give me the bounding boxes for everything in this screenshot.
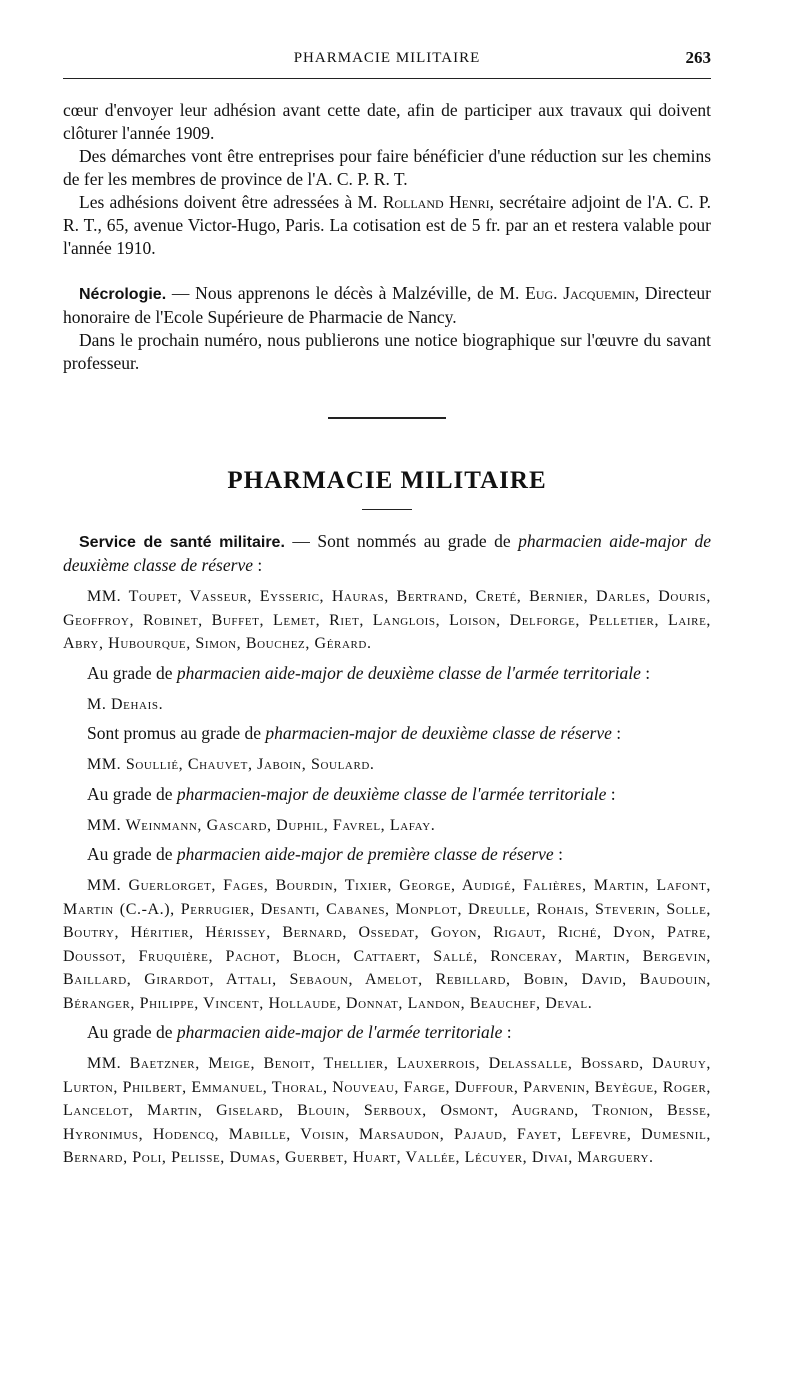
- section-title: PHARMACIE MILITAIRE: [227, 467, 547, 494]
- grade-6-prefix: Au grade de: [87, 1022, 177, 1042]
- necrologie-paragraph: [63, 282, 711, 329]
- running-title: PHARMACIE MILITAIRE: [293, 50, 481, 66]
- names-5: MM. Guerlorget, Fages, Bourdin, Tixier, George, Audigé, Falières, Martin, Lafont, Martin (C.-A.), Perrugier, Desanti, Cabanes, Monplot, Dreulle, Rohais, Steverin, Solle, Boutry, Héritier, Hérissey, Bernard, Ossedat, Goyon, Rigaut, Riché, Dyon, Patre, Doussot, Fruquière, Pachot, Bloch, Cattaert, Sallé, Ronceray, Martin, Bergevin, Baillard, Girardot, Attali, Sebaoun, Amelot, Rebillard, Bobin, David, Baudouin, Béranger, Philippe, Vincent, Hollaude, Donnat, Landon, Beauchef, Deval.: [63, 877, 711, 1012]
- intro-p3-text-a: Les adhésions doivent être adressées à M.: [79, 192, 383, 212]
- grade-4: [63, 783, 711, 806]
- intro-paragraph-1: cœur d'envoyer leur adhésion avant cette date, afin de participer aux travaux qui doivent clôturer l'année 1909.: [63, 100, 711, 143]
- grade-2-end: :: [640, 662, 651, 683]
- grade-3-prefix: Sont promus au grade de: [87, 723, 266, 743]
- grade-5-prefix: Au grade de: [87, 844, 177, 864]
- names-list-4: [63, 814, 711, 838]
- names-3: MM. Soullié, Chauvet, Jaboin, Soulard.: [87, 756, 375, 773]
- necrologie-text-b: , Directeur honoraire de l'Ecole Supérieure de Pharmacie de Nancy.: [63, 283, 711, 327]
- grade-6-end: :: [502, 1022, 512, 1042]
- grade-4-title: pharmacien-major de deuxième classe de l'armée territoriale: [176, 783, 607, 804]
- names-list-1: [63, 585, 711, 656]
- intro-paragraph-2: Des démarches vont être entreprises pour faire bénéficier d'une réduction sur les chemins de fer les membres de province de l'A. C. P. R. T.: [63, 146, 711, 189]
- service-grade: pharmacien aide-major de deuxième classe de réserve: [63, 531, 712, 575]
- necrologie-name: Eug. Jacquemin: [525, 283, 635, 303]
- names-list-6: [63, 1052, 711, 1170]
- grade-2: [63, 662, 711, 685]
- service-label: Service de santé militaire.: [79, 534, 285, 551]
- necrologie-label: Nécrologie.: [79, 286, 167, 303]
- grade-5-end: :: [553, 844, 563, 864]
- grade-3-end: :: [611, 723, 622, 743]
- page: [63, 40, 711, 1170]
- intro-paragraph-3: [63, 191, 711, 260]
- secretary-name: Rolland Henri: [382, 192, 490, 212]
- grade-6: [63, 1021, 711, 1044]
- grade-4-prefix: Au grade de: [87, 783, 177, 804]
- service-end: :: [252, 555, 263, 575]
- names-list-3: [63, 753, 711, 777]
- necrologie-paragraph-2: Dans le prochain numéro, nous publierons une notice biographique sur l'œuvre du savant professeur.: [63, 330, 711, 373]
- names-list-5: [63, 874, 711, 1015]
- names-1: MM. Toupet, Vasseur, Eysseric, Hauras, Bertrand, Creté, Bernier, Darles, Douris, Geoffroy, Robinet, Buffet, Lemet, Riet, Langlois, Loison, Delforge, Pelletier, Laire, Abry, Hubourque, Simon, Bouchez, Gérard.: [63, 588, 711, 652]
- names-6: MM. Baetzner, Meige, Benoit, Thellier, Lauxerrois, Delassalle, Bossard, Dauruy, Lurton, Philbert, Emmanuel, Thoral, Nouveau, Farge, Duffour, Parvenin, Beyègue, Roger, Lancelot, Martin, Giselard, Blouin, Serboux, Osmont, Augrand, Tronion, Besse, Hyronimus, Hodencq, Mabille, Voisin, Marsaudon, Pajaud, Fayet, Lefevre, Dumesnil, Bernard, Poli, Pelisse, Dumas, Guerbet, Huart, Vallée, Lécuyer, Divai, Marguery.: [63, 1055, 711, 1166]
- names-2: M. Dehais.: [87, 695, 164, 713]
- running-header: [63, 40, 711, 76]
- names-list-2: [63, 693, 711, 717]
- grade-4-end: :: [606, 783, 616, 804]
- necrologie-text-a: — Nous apprenons le décès à Malzéville, de M.: [166, 283, 526, 303]
- names-4: MM. Weinmann, Gascard, Duphil, Favrel, Lafay.: [87, 816, 436, 834]
- grade-5: [63, 843, 711, 866]
- grade-2-prefix: Au grade de: [87, 662, 177, 683]
- service-paragraph: [63, 530, 711, 577]
- intro-p3-text-b: , secrétaire adjoint de l'A. C. P. R. T., 65, avenue Victor-Hugo, Paris. La cotisation est de 5 fr. par an et restera valable pour l'année 1910.: [63, 192, 711, 258]
- grade-6-title: pharmacien aide-major de l'armée territoriale: [176, 1022, 503, 1042]
- page-number: 263: [685, 48, 711, 67]
- grade-2-title: pharmacien aide-major de deuxième classe de l'armée territoriale: [176, 662, 641, 683]
- grade-3-title: pharmacien-major de deuxième classe de réserve: [265, 723, 612, 743]
- section-divider: [328, 417, 446, 419]
- service-text: — Sont nommés au grade de: [284, 531, 519, 551]
- grade-5-title: pharmacien aide-major de première classe de réserve: [176, 844, 554, 864]
- grade-3: [63, 722, 711, 745]
